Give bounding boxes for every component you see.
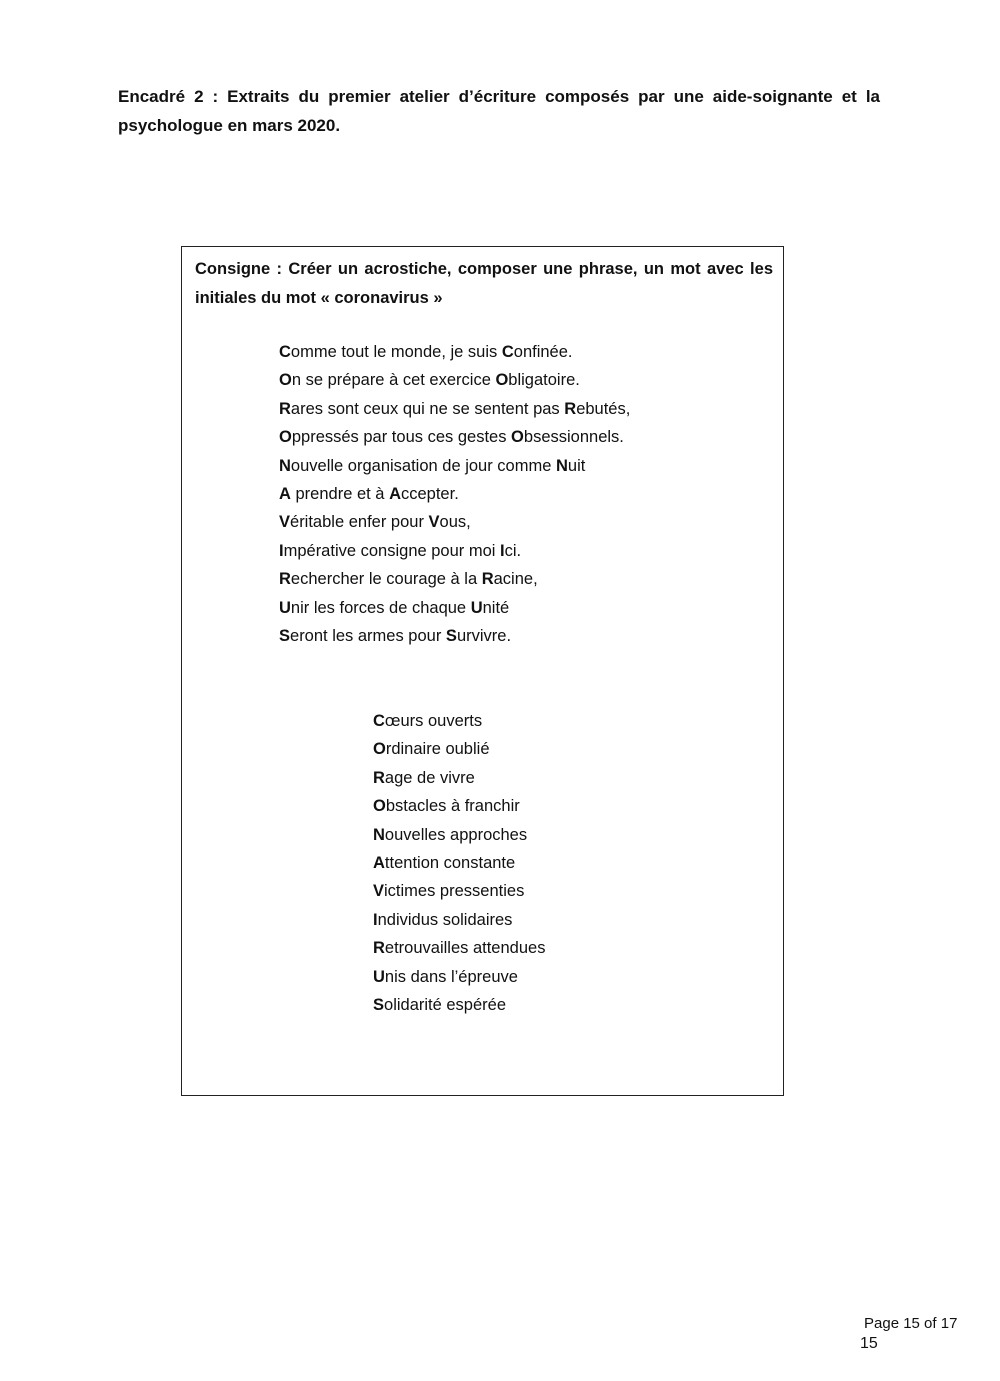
poem-line: On se prépare à cet exercice Obligatoire. <box>279 371 580 390</box>
poem-line: Unis dans l’épreuve <box>373 967 518 986</box>
acrostic-poem-1 <box>279 338 630 650</box>
poem-line: Ordinaire oublié <box>373 740 490 759</box>
poem-line: Seront les armes pour Survivre. <box>279 627 512 646</box>
acrostic-poem-2 <box>373 707 545 1019</box>
poem-line: Rares sont ceux qui ne se sentent pas Rebutés, <box>279 399 631 418</box>
poem-line: Oppressés par tous ces gestes Obsessionnels. <box>279 428 624 447</box>
figure-caption: Encadré 2 : Extraits du premier atelier d’écriture composés par une aide-soignante et la psychologue en mars 2020. <box>118 87 880 135</box>
page-footer <box>860 1314 958 1354</box>
instruction-text: Consigne : Créer un acrostiche, composer une phrase, un mot avec les initiales du mot « coronavirus » <box>195 260 773 307</box>
poem-line: Véritable enfer pour Vous, <box>279 513 471 532</box>
page-number: 15 <box>860 1335 878 1352</box>
poem-line: Nouvelles approches <box>373 825 528 844</box>
poem-line: Retrouvailles attendues <box>373 939 546 958</box>
poem-line: Comme tout le monde, je suis Confinée. <box>279 343 573 361</box>
poem-line: Cœurs ouverts <box>373 712 483 730</box>
poem-line: Solidarité espérée <box>373 996 507 1015</box>
poem-line: Individus solidaires <box>373 910 513 929</box>
acrostic-box <box>181 246 784 1096</box>
poem-line: Attention constante <box>373 854 516 873</box>
poem-line: Rage de vivre <box>373 768 475 787</box>
poem-line: Impérative consigne pour moi Ici. <box>279 541 522 560</box>
poem-line: Rechercher le courage à la Racine, <box>279 570 538 589</box>
poem-line: Nouvelle organisation de jour comme Nuit <box>279 456 586 475</box>
poem-line: Unir les forces de chaque Unité <box>279 598 510 617</box>
poem-line: A prendre et à Accepter. <box>279 485 459 504</box>
page-label: Page 15 of 17 <box>864 1315 958 1332</box>
poem-line: Victimes pressenties <box>373 882 525 901</box>
poem-line: Obstacles à franchir <box>373 797 520 816</box>
